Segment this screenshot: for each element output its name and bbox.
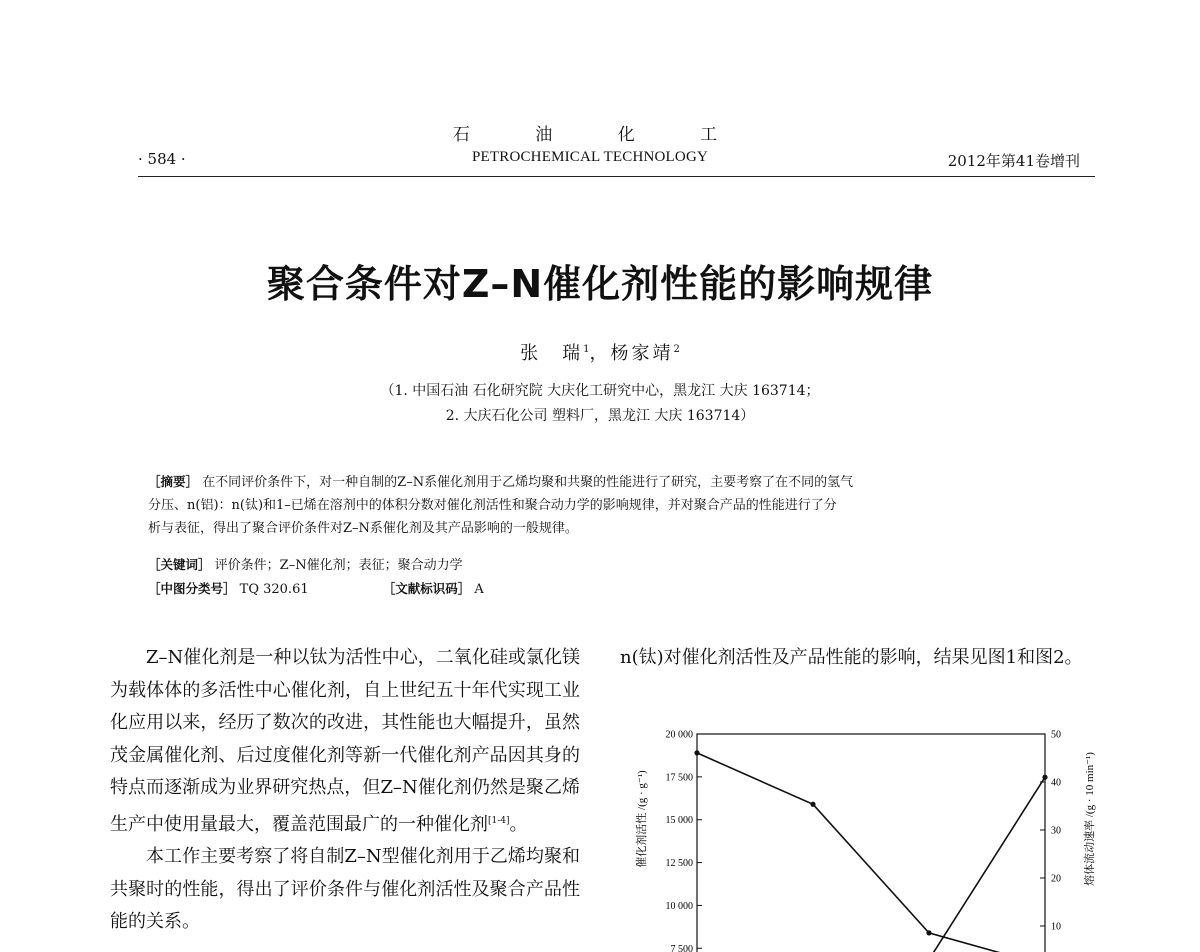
body-paragraph-1 [110, 642, 580, 841]
plot-frame [697, 734, 1045, 952]
journal-name-en: PETROCHEMICAL TECHNOLOGY [471, 149, 709, 165]
left-tick-label: 17 500 [665, 772, 693, 784]
right-tick-label: 40 [1051, 777, 1061, 789]
series-1-point [694, 750, 699, 755]
journal-name-cn: 石 油 化 工 [452, 125, 748, 145]
left-tick-label: 10 000 [665, 900, 693, 912]
left-tick-label: 20 000 [665, 729, 693, 741]
citation-ref: [1-4] [488, 815, 510, 826]
keywords [148, 554, 463, 573]
left-tick-label: 7 500 [670, 943, 693, 952]
class-value: TQ 320.61 [239, 582, 309, 597]
affiliation-2: 2. 大庆石化公司 塑料厂，黑龙江 大庆 163714） [445, 408, 755, 424]
left-tick-label: 12 500 [665, 858, 693, 870]
y-axis-label-left: 催化剂活性 /(g · g⁻¹) [636, 770, 648, 868]
body-paragraph-1-text: Z–N催化剂是一种以钛为活性中心，二氧化硅或氯化镁为载体体的多活性中心催化剂，自上世纪五十年代实现工业化应用以来，经历了数次的改进，其性能也大幅提升，虽然茂金属催化剂、后过度催化剂等新一代催化剂产品因其身的特点而逐渐成为业界研究热点，但Z–N催化剂仍然是聚乙烯生产中使用量最大，覆盖范围最广的一种催化剂 [110, 647, 580, 835]
abstract [148, 470, 1058, 540]
author-2: 杨家靖 [610, 343, 674, 364]
class-label: ［中图分类号］ [148, 581, 236, 596]
series-1-point [926, 930, 931, 935]
doc-code-label: ［文献标识码］ [382, 581, 471, 596]
author-line [0, 339, 1200, 365]
series-line-2 [697, 777, 1045, 952]
article-title: 聚合条件对Z–N催化剂性能的影响规律 [266, 262, 934, 306]
series-line-1 [697, 753, 1045, 952]
keywords-label: ［关键词］ [148, 557, 211, 572]
classification [148, 579, 484, 597]
author-separator: ， [589, 343, 611, 364]
series-2-point [1042, 775, 1047, 780]
left-tick-label: 15 000 [665, 815, 693, 827]
doc-code-value: A [474, 582, 484, 597]
y-axis-label-right: 熔体流动速率 /(g · 10 min⁻¹) [1084, 752, 1096, 886]
abstract-line-3: 析与表征，得出了聚合评价条件对Z–N系催化剂及其产品影响的一般规律。 [148, 521, 578, 536]
abstract-line-2: 分压、n(铝)：n(钛)和1–已烯在溶剂中的体积分数对催化剂活性和聚合动力学的影响规律，并对聚合产品的性能进行了分 [148, 498, 837, 513]
header-rule [138, 176, 1095, 177]
body-paragraph-2: 本工作主要考察了将自制Z–N型催化剂用于乙烯均聚和共聚时的性能，得出了评价条件与催化剂活性及聚合产品性能的关系。 [110, 846, 580, 932]
page-number: · 584 · [138, 150, 186, 168]
author-1: 张 瑞 [520, 343, 584, 364]
abstract-label: ［摘要］ [148, 474, 199, 489]
figure-1-chart [620, 712, 1100, 952]
keywords-value: 评价条件；Z–N催化剂；表征；聚合动力学 [214, 558, 463, 573]
affiliation-1: （1. 中国石油 石化研究院 大庆化工研究中心，黑龙江 大庆 163714； [380, 383, 820, 399]
right-tick-label: 50 [1051, 729, 1061, 741]
issue-info: 2012年第41卷增刊 [947, 152, 1080, 170]
right-tick-label: 30 [1051, 825, 1061, 837]
body-right-column [620, 642, 1100, 675]
abstract-line-1: 在不同评价条件下，对一种自制的Z–N系催化剂用于乙烯均聚和共聚的性能进行了研究，主要考察了在不同的氢气 [202, 475, 854, 490]
right-tick-label: 10 [1051, 921, 1061, 933]
author-1-affil-mark: 1 [583, 344, 590, 355]
right-tick-label: 20 [1051, 873, 1061, 885]
author-2-affil-mark: 2 [673, 344, 680, 355]
body-left-column [110, 642, 580, 939]
body-paragraph-1-end: 。 [509, 813, 528, 835]
body-right-paragraph: n(钛)对催化剂活性及产品性能的影响，结果见图1和图2。 [620, 647, 1083, 668]
series-1-point [810, 802, 815, 807]
